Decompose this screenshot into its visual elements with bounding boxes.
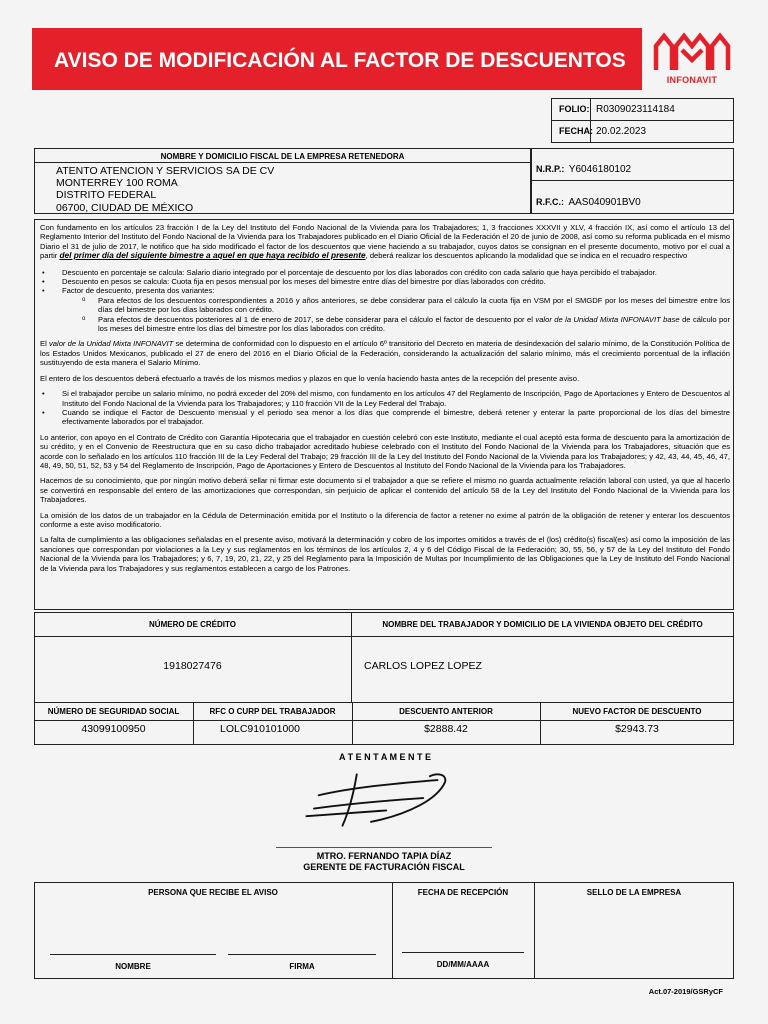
paragraph: Lo anterior, con apoyo en el Contrato de Crédito con Garantía Hipotecaria que el trabajador en cuestión celebró con este Instituto, mediante el cual aceptó esta forma de descuento para la amortización de su crédito, y en el Convenio de Reestructura que en su caso dicho trabajador acreditado hubiese celebrado con el Instituto del Fondo Nacional de la Vivienda para los Trabajadores, situación que es acorde con lo señalado en los artículos 110 fracción III de la Ley Federal del Trabajo; 29 fracción III de la Ley del Instituto del Fondo Nacional de la Vivienda para los Trabajadores; y 42, 43, 44, 45, 46, 47, 48, 49, 50, 51, 52, 53 y 54 del Reglamento de Inscripción, Pago de Aportaciones y Entero de Descuentos al Instituto del Fondo Nacional de la Vivienda para los Trabajadores. (40, 432, 730, 470)
paragraph: Hacemos de su conocimiento, que por ningún motivo deberá sellar ni firmar este documento si el trabajador a que se refiere el mismo no guarda actualmente relación laboral con usted, ya que al hacerlo se convertirá en responsable del entero de las amortizaciones que correspondan, sin perjuicio de aplicar el contenido del artículo 58 de la Ley del Instituto del Fondo Nacional de la Vivienda para los Trabajadores. (40, 476, 730, 505)
header-sello: SELLO DE LA EMPRESA (586, 888, 682, 897)
firma-label: FIRMA (289, 962, 315, 971)
empresa-line: ATENTO ATENCION Y SERVICIOS SA DE CV (56, 165, 275, 177)
header-nombre-trabajador: NOMBRE DEL TRABAJADOR Y DOMICILIO DE LA VIVIENDA OBJETO DEL CRÉDITO (382, 620, 703, 629)
header-rfc-curp: RFC O CURP DEL TRABAJADOR (209, 707, 336, 716)
empresa-heading: NOMBRE Y DOMICILIO FISCAL DE LA EMPRESA RETENEDORA (160, 152, 405, 161)
paragraph: La omisión de los datos de un trabajador en la Cédula de Determinación emitida por el Instituto o la diferencia de factor a retener no exime al patrón de la obligación de retener y enterar los descuentos conforme a este aviso modificatorio. (40, 510, 730, 529)
bullet-list (40, 389, 730, 427)
paragraph: El valor de la Unidad Mixta INFONAVIT se determina de conformidad con lo dispuesto en el artículo 6º transitorio del Decreto en materia de desindexación del salario mínimo, de la Constitución Política de los Estados Unidos Mexicanos, publicado el 27 de enero del 2016 en el Diario Oficial de la Federación, considerando la actualización del salario mínimo, más el crecimiento porcentual de la inflación sustituyendo de esta manera el Salario Mínimo. (40, 339, 730, 368)
empresa-address (56, 165, 274, 214)
bullet-list (40, 268, 730, 296)
header-persona: PERSONA QUE RECIBE EL AVISO (148, 888, 278, 897)
fecha-value: 20.02.2023 (596, 126, 647, 137)
nrp-value: Y6046180102 (568, 164, 632, 175)
signer-name: MTRO. FERNANDO TAPIA DÍAZ (316, 851, 452, 861)
numero-credito: 1918027476 (163, 660, 222, 672)
logo-text: INFONAVIT (666, 75, 718, 85)
body-text (40, 223, 730, 573)
paragraph: El entero de los descuentos deberá efectuarlo a través de los mismos medios y plazos en que lo venía haciendo hasta antes de la recepción del presente aviso. (40, 373, 580, 383)
empresa-line: MONTERREY 100 ROMA (56, 177, 178, 190)
list-item: • Descuento en pesos se calcula: Cuota fija en pesos mensual por los meses del bimestre entre días del bimestre por días laborados con crédito. (40, 277, 730, 286)
paragraph: La falta de cumplimiento a las obligaciones señaladas en el presente aviso, motivará la determinación y cobro de los importes omitidos a través de el (los) crédito(s) fiscal(es) así como la imposición de las sanciones que correspondan por violaciones a la Ley y sus reglamentos en los términos de los artículos 2, 4 y 6 del Código Fiscal de la Federación; 30, 55, 56, y 57 de la Ley del Instituto del Fondo Nacional de la Vivienda para los Trabajadores; y 6, 7, 19, 20, 21, 22, y 25 del Reglamento para la Imposición de Multas por Incumplimiento de las Obligaciones que la Ley de Instituto del Fondo Nacional de la Vivienda para los Trabajadores y sus reglamentos establecen a cargo de los Patrones. (40, 535, 730, 573)
rfc-label: R.F.C.: (536, 197, 564, 207)
list-item: • Descuento en porcentaje se calcula: Salario diario integrado por el porcentaje de descuento por los días laborados con crédito con cada salario que haya percibido el trabajador. (40, 268, 730, 277)
list-item: • Cuando se indique el Factor de Descuento mensual y el periodo sea menor a los días que comprende el bimestre, deberá retener y enterar la parte proporcional de los días del bimestre efectivamente laborados por el trabajador. (40, 408, 730, 427)
header-fecha-recepcion: FECHA DE RECEPCIÓN (417, 888, 509, 897)
nombre-trabajador: CARLOS LOPEZ LOPEZ (364, 660, 482, 672)
list-item: o Para efectos de los descuentos correspondientes a 2016 y años anteriores, se debe considerar para el cálculo la cuota fija en VSM por el SMGDF por los meses del bimestre entre los días del bimestre por los días laborados con crédito. (40, 296, 730, 315)
list-item: • Si el trabajador percibe un salario mínimo, no podrá exceder del 20% del mismo, con fundamento en los artículos 47 del Reglamento de Inscripción, Pago de Aportaciones y Entero de Descuentos al Instituto del Fondo Nacional de la Vivienda para los Trabajadores; y 110 fracción VII de la Ley Federal del Trabajo. (40, 389, 730, 408)
list-item: o Para efectos de descuentos posteriores al 1 de enero de 2017, se debe considerar para el cálculo el factor de descuento por el valor de la Unidad Mixta INFONAVIT base de cálculo por los meses del bimestre entre los días del bimestre por los días laborados con crédito. (40, 315, 730, 334)
header-descuento-anterior: DESCUENTO ANTERIOR (399, 707, 493, 716)
nuevo-factor-value: $2943.73 (615, 723, 659, 735)
rfc-curp-value: LOLC910101000 (220, 723, 300, 735)
header-nuevo-factor: NUEVO FACTOR DE DESCUENTO (572, 707, 702, 716)
nombre-line (50, 954, 216, 955)
list-item: • Factor de descuento, presenta dos variantes: (40, 286, 730, 295)
signer-title: GERENTE DE FACTURACIÓN FISCAL (303, 862, 465, 872)
page-title: AVISO DE MODIFICACIÓN AL FACTOR DE DESCUENTOS (54, 49, 626, 72)
nombre-label: NOMBRE (115, 962, 151, 971)
fecha-label: FECHA: (559, 126, 593, 136)
folio-value: R0309023114184 (596, 104, 675, 115)
atentamente-label: A T E N T A M E N T E (339, 752, 431, 762)
fecha-format-label: DD/MM/AAAA (436, 960, 490, 969)
signature-icon (295, 765, 485, 835)
header-nss: NÚMERO DE SEGURIDAD SOCIAL (47, 707, 180, 716)
signature-line (276, 847, 492, 848)
folio-label: FOLIO: (559, 104, 590, 114)
sub-list (40, 296, 730, 334)
firma-line (228, 954, 376, 955)
descuento-anterior-value: $2888.42 (424, 723, 468, 735)
nss-value: 43099100950 (81, 723, 146, 735)
form-code: Act.07-2019/GSRyCF (648, 987, 723, 996)
rfc-value: AAS040901BV0 (568, 197, 641, 208)
header-numero-credito: NÚMERO DE CRÉDITO (149, 620, 236, 629)
fecha-line (402, 952, 524, 953)
empresa-line: 06700, CIUDAD DE MÉXICO (56, 201, 194, 214)
empresa-line: DISTRITO FEDERAL (56, 189, 157, 202)
paragraph: Con fundamento en los artículos 23 fracción I de la Ley del Instituto del Fondo Nacional de la Vivienda para los Trabajadores; 1, 3 fracciones XXXVII y XLV, 4 fracción IX, así como el artículo 13 del Reglamento Interior del Instituto del Fondo Nacional de la Vivienda para los Trabajadores publicado en el Diario Oficial de la Federación el 20 de junio de 2008, así como su reforma publicada en el mismo Diario el 31 de julio de 2017, le notifico que ha sido modificado el factor de los descuentos que viene haciendo a su trabajador, cuyos datos se consignan en el presente documento, motivo por el cual a partir del primer día del siguiente bimestre a aquel en que haya recibido el presente, deberá realizar los descuentos aplicando la modalidad que se indica en el recuadro respectivo (40, 223, 730, 261)
nrp-label: N.R.P.: (536, 164, 565, 174)
